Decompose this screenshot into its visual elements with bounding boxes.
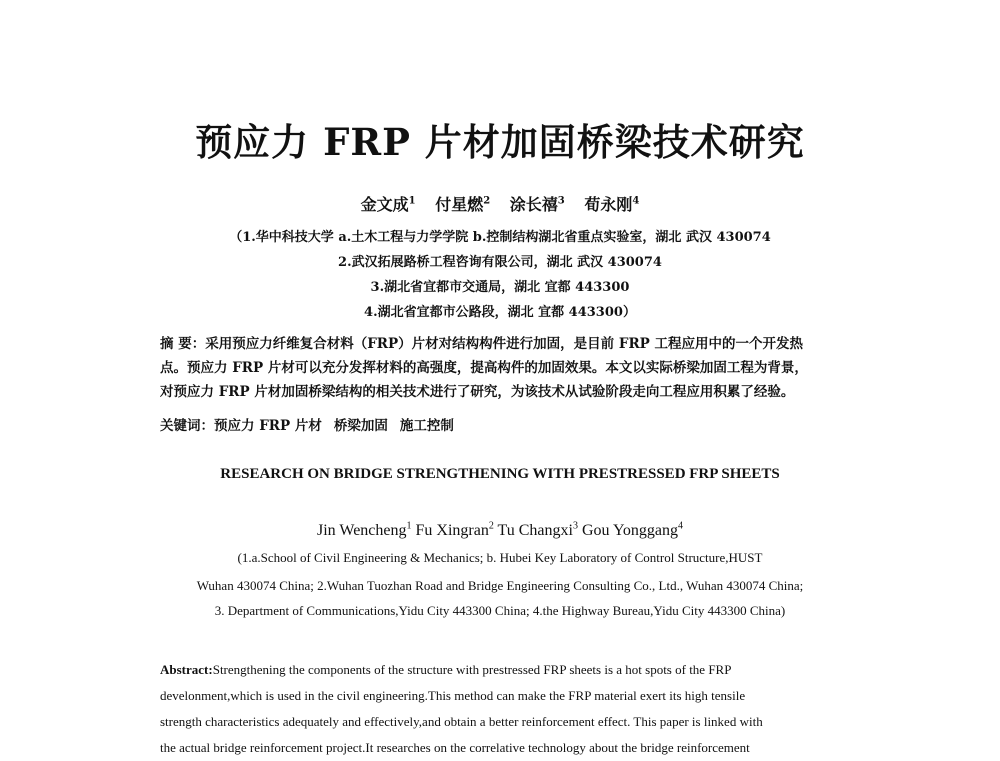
chinese-abstract-line: 对预应力 FRP 片材加固桥梁结构的相关技术进行了研究，为该技术从试验阶段走向工程应用积累了经验。 — [160, 384, 795, 400]
english-abstract — [160, 657, 836, 761]
chinese-keywords — [160, 414, 836, 434]
chinese-author: 涂长禧$^3$ — [509, 195, 565, 214]
keyword: 预应力 FRP 片材 — [214, 418, 322, 434]
english-abstract-line: the actual bridge reinforcement project.It researches on the correlative technology about the bridge reinforcement — [160, 740, 750, 755]
chinese-title: 预应力 FRP 片材加固桥梁技术研究 — [195, 120, 805, 164]
english-abstract-label: Abstract: — [160, 662, 213, 677]
keyword: 桥梁加固 — [333, 418, 388, 434]
english-affiliation-line: (1.a.School of Civil Engineering & Mechanics; b. Hubei Key Laboratory of Control Structure,HUST — [237, 550, 763, 565]
chinese-author: 金文成$^1$ — [360, 195, 416, 214]
keyword: 施工控制 — [399, 418, 454, 434]
chinese-abstract-label: 摘 要： — [160, 336, 206, 352]
chinese-keywords-label: 关键词： — [160, 418, 214, 434]
english-author: Gou Yonggang$^4$ — [581, 521, 683, 540]
chinese-affiliation-line: 2.武汉拓展路桥工程咨询有限公司，湖北 武汉 430074 — [338, 255, 662, 270]
chinese-affiliation-line: （1.华中科技大学 a.土木工程与力学学院 b.控制结构湖北省重点实验室，湖北 武汉 430074 — [229, 230, 771, 245]
english-title: RESEARCH ON BRIDGE STRENGTHENING WITH PRESTRESSED FRP SHEETS — [220, 466, 780, 482]
chinese-abstract-line: 摘 要：采用预应力纤维复合材料（FRP）片材对结构构件进行加固，是目前 FRP 工程应用中的一个开发热 — [160, 336, 804, 352]
chinese-authors — [0, 192, 1000, 215]
chinese-affiliation-line: 3.湖北省宜都市交通局，湖北 宜都 443300 — [370, 280, 630, 295]
chinese-abstract — [160, 332, 836, 404]
chinese-author: 荀永刚$^4$ — [584, 195, 640, 214]
english-author: Fu Xingran$^2$ — [415, 521, 494, 540]
english-affiliation-line: Wuhan 430074 China; 2.Wuhan Tuozhan Road and Bridge Engineering Consulting Co., Ltd., Wuhan 430074 China; — [196, 578, 804, 593]
english-abstract-line: Abstract:Strengthening the components of the structure with prestressed FRP sheets is a hot spots of the FRP — [160, 662, 732, 677]
english-abstract-line: strength characteristics adequately and effectively,and obtain a better reinforcement effect. This paper is linked with — [160, 714, 763, 729]
chinese-abstract-line: 点。预应力 FRP 片材可以充分发挥材料的高强度，提高构件的加固效果。本文以实际桥梁加固工程为背景， — [160, 360, 808, 376]
chinese-affiliation-line: 4.湖北省宜都市公路段，湖北 宜都 443300） — [364, 305, 636, 320]
english-author: Tu Changxi$^3$ — [497, 521, 578, 540]
chinese-author: 付星燃$^2$ — [435, 195, 491, 214]
english-authors — [0, 521, 1000, 540]
english-affiliation-line: 3. Department of Communications,Yidu City 443300 China; 4.the Highway Bureau,Yidu City 443300 China) — [214, 603, 786, 618]
english-abstract-line: develonment,which is used in the civil engineering.This method can make the FRP material exert its high tensile — [160, 688, 746, 703]
english-author: Jin Wencheng$^1$ — [316, 521, 412, 540]
